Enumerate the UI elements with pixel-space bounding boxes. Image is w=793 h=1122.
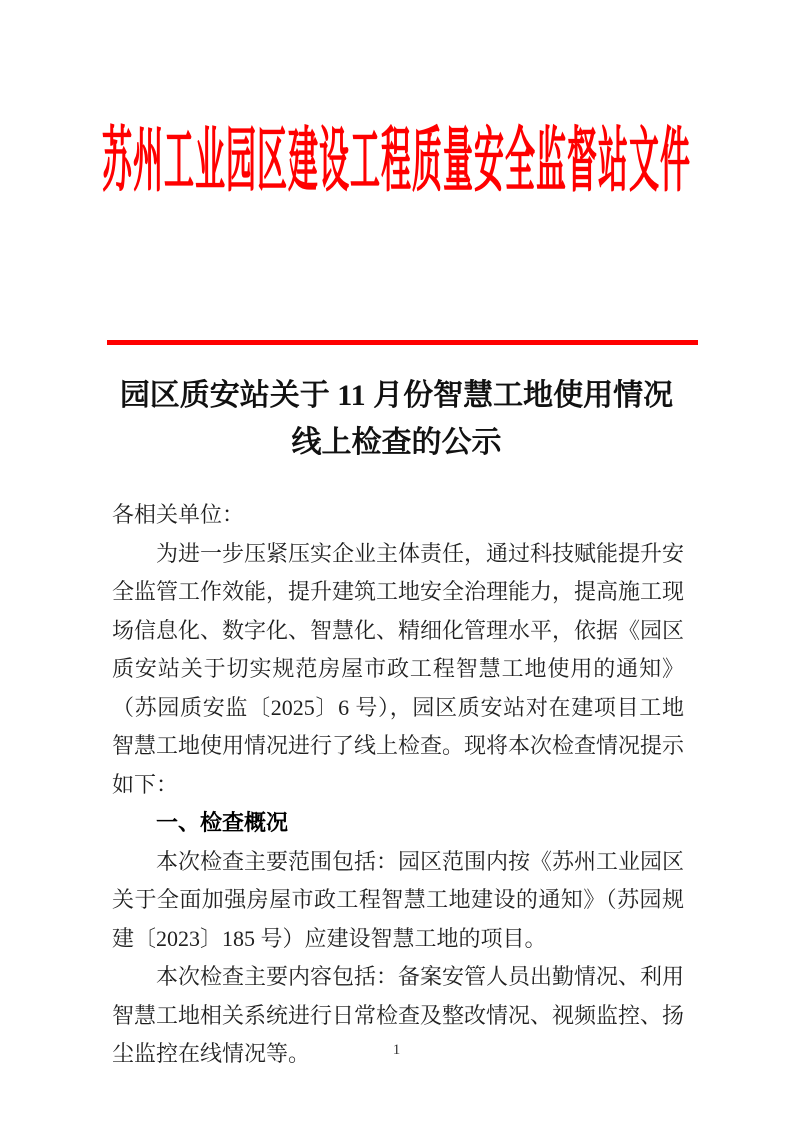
document-body (112, 496, 684, 1074)
red-divider-line (107, 340, 698, 345)
document-header-banner (0, 123, 793, 202)
body-paragraph: 本次检查主要内容包括：备案安管人员出勤情况、利用智慧工地相关系统进行日常检查及整改情况、视频监控、扬尘监控在线情况等。 (112, 964, 685, 1066)
page-number: 1 (392, 1042, 401, 1058)
paragraph-list (112, 535, 684, 1074)
document-title (0, 372, 793, 466)
document-title-line2: 线上检查的公示 (291, 426, 502, 459)
body-paragraph: 本次检查主要范围包括：园区范围内按《苏州工业园区关于全面加强房屋市政工程智慧工地建设的通知》（苏园规建〔2023〕185 号）应建设智慧工地的项目。 (112, 848, 685, 951)
salutation: 各相关单位： (112, 502, 245, 527)
document-title-line1: 园区质安站关于 11 月份智慧工地使用情况 (119, 379, 674, 412)
body-paragraph: 为进一步压紧压实企业主体责任，通过科技赋能提升安全监管工作效能，提升建筑工地安全治理能力，提高施工现场信息化、数字化、智慧化、精细化管理水平，依据《园区质安站关于切实规范房屋市政工程智慧工地使用的通知》（苏园质安监〔2025〕6 号），园区质安站对在建项目工地智慧工地使用情况进行了线上检查。现将本次检查情况提示如下： (112, 540, 685, 797)
issuing-org-title: 苏州工业园区建设工程质量安全监督站文件 (102, 123, 691, 202)
section-heading: 一、检查概况 (156, 810, 289, 835)
